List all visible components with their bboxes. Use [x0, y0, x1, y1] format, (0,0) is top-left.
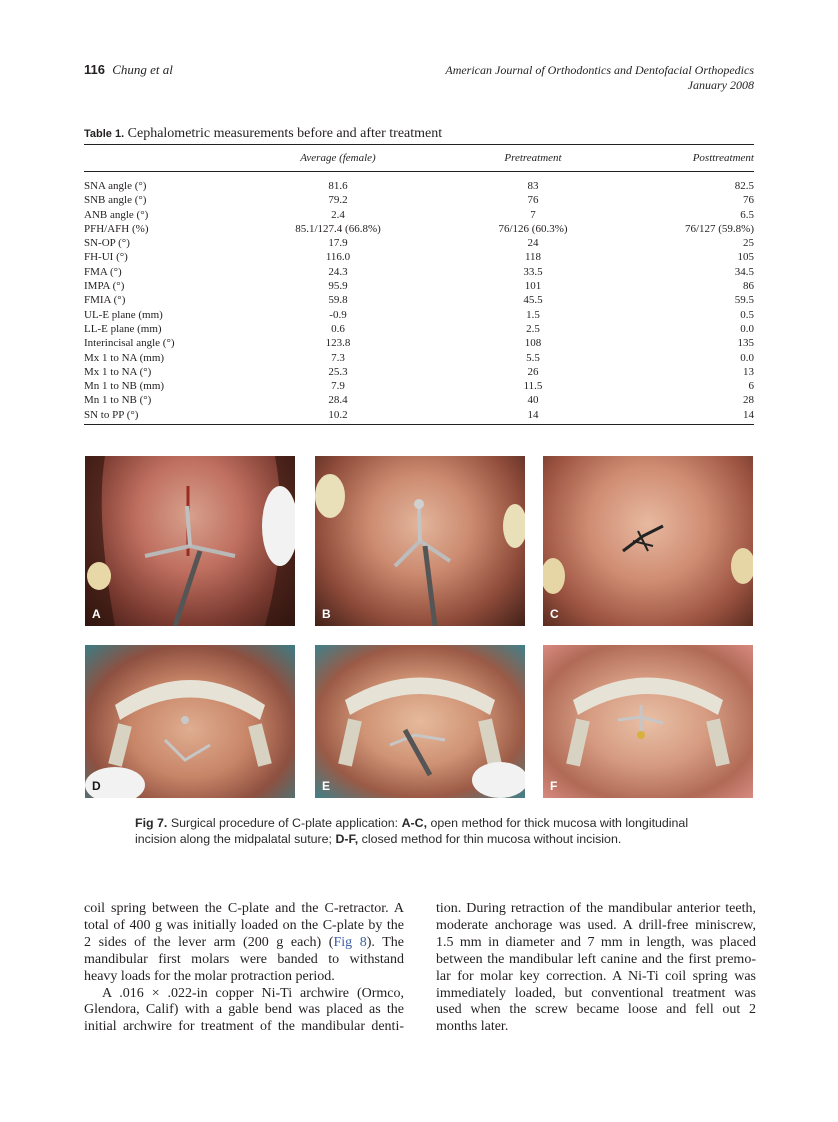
figure-panel-b — [315, 456, 525, 626]
measurement-name: FH-UI (°) — [84, 251, 128, 264]
caption-intro: Surgical procedure of C-plate application: — [170, 816, 399, 830]
average-value: 81.6 — [328, 180, 348, 192]
figure-reference-link[interactable]: Fig 8 — [333, 934, 367, 950]
c-plate-photo-e — [315, 645, 525, 798]
average-value: 0.6 — [331, 322, 345, 335]
body-line: lar for molar key correction. A Ni-Ti coil spring was — [436, 968, 756, 984]
average-value: 2.4 — [331, 208, 345, 221]
posttreatment-value: 135 — [737, 337, 754, 350]
body-line: between the mandibular left canine and the first premo- — [436, 951, 756, 967]
pretreatment-value: 2.5 — [526, 322, 540, 335]
table-label: Table 1. — [84, 128, 125, 140]
pretreatment-value: 40 — [527, 394, 539, 407]
c-plate-photo-a — [85, 456, 295, 626]
average-value: 79.2 — [328, 194, 348, 207]
pretreatment-value: 101 — [524, 280, 542, 293]
measurement-name: SNA angle (°) — [84, 180, 147, 192]
average-value: 85.1/127.4 (66.8%) — [295, 222, 381, 235]
figure-panel-a — [85, 456, 295, 626]
running-header-left — [84, 62, 173, 78]
measurement-name: FMIA (°) — [84, 294, 126, 307]
average-value: 95.9 — [328, 280, 348, 293]
pretreatment-value: 14 — [527, 408, 539, 421]
running-authors: Chung et al — [112, 62, 173, 77]
average-value: 25.3 — [328, 365, 348, 378]
body-line: total of 400 g was initially loaded on the C-plate by the — [84, 917, 404, 933]
measurement-name: IMPA (°) — [84, 280, 125, 293]
table-column-pretreatment — [428, 179, 638, 422]
column-header-pretreatment: Pretreatment — [504, 152, 562, 164]
body-column-right — [436, 901, 756, 1036]
figure-label: Fig 7. — [135, 816, 168, 830]
posttreatment-value: 86 — [743, 280, 754, 293]
pretreatment-value: 1.5 — [526, 308, 540, 321]
average-value: 7.3 — [331, 351, 345, 364]
measurement-name: PFH/AFH (%) — [84, 222, 149, 235]
measurement-name: LL-E plane (mm) — [84, 322, 162, 335]
running-header-right — [445, 63, 754, 93]
posttreatment-value: 0.5 — [740, 308, 754, 321]
posttreatment-value: 82.5 — [734, 180, 754, 192]
body-line: coil spring between the C-plate and the C-retractor. A — [84, 901, 404, 916]
c-plate-photo-f — [543, 645, 753, 798]
pretreatment-value: 83 — [527, 180, 539, 192]
c-plate-photo-b — [315, 456, 525, 626]
posttreatment-value: 6.5 — [740, 208, 754, 221]
table-bottom-rule — [84, 424, 754, 425]
caption-part1-text: open method for thick mucosa with longitudinal incision along the midpalatal suture; — [135, 816, 689, 846]
panel-label-d: D — [92, 779, 101, 793]
table-column-measurement — [84, 179, 175, 422]
caption-part1-label: A-C, — [401, 816, 428, 830]
measurement-name: ANB angle (°) — [84, 208, 149, 221]
average-value: 17.9 — [328, 237, 348, 250]
body-column-left — [84, 901, 404, 1036]
caption-part2-text: closed method for thin mucosa without incision. — [361, 832, 622, 846]
body-line: heavy loads for the molar protraction period. — [84, 968, 335, 984]
pretreatment-value: 26 — [527, 365, 539, 378]
c-plate-photo-c — [543, 456, 753, 626]
body-line: Glendora, Calif) with a gable bend was placed as the — [84, 1002, 404, 1018]
column-header-posttreatment: Posttreatment — [692, 152, 754, 164]
average-value: 123.8 — [325, 337, 351, 350]
pretreatment-value: 118 — [524, 251, 542, 264]
panel-label-b: B — [322, 607, 331, 621]
posttreatment-value: 0.0 — [740, 322, 754, 335]
average-value: 24.3 — [328, 265, 348, 278]
table-title — [84, 126, 442, 142]
posttreatment-value: 34.5 — [734, 265, 754, 278]
posttreatment-value: 0.0 — [740, 351, 754, 364]
pretreatment-value: 76 — [527, 194, 539, 207]
table-column-average — [253, 179, 423, 422]
panel-label-f: F — [550, 779, 558, 793]
page-number: 116 — [84, 62, 105, 77]
pretreatment-value: 45.5 — [523, 294, 543, 307]
posttreatment-value: 76 — [743, 194, 754, 207]
measurement-name: SN to PP (°) — [84, 408, 139, 421]
posttreatment-value: 105 — [737, 251, 754, 264]
body-line: moderate anchorage was used. A drill-free miniscrew, — [436, 917, 756, 933]
measurement-name: Mx 1 to NA (°) — [84, 365, 152, 378]
body-line: mandibular first molars were banded to withstand — [84, 951, 404, 967]
measurement-name: Mn 1 to NB (mm) — [84, 380, 165, 393]
measurement-name: FMA (°) — [84, 265, 122, 278]
posttreatment-value: 14 — [743, 408, 754, 421]
pretreatment-value: 5.5 — [526, 351, 540, 364]
figure-panel-d — [85, 645, 295, 798]
panel-label-c: C — [550, 607, 559, 621]
figure-caption — [135, 815, 725, 847]
issue-date: January 2008 — [687, 78, 754, 92]
body-line: initial archwire for treatment of the mandibular denti- — [84, 1019, 404, 1035]
body-line: 1.5 mm in diameter and 7 mm in length, was placed — [436, 934, 756, 950]
body-line: tion. During retraction of the mandibular anterior teeth, — [436, 901, 756, 916]
posttreatment-value: 76/127 (59.8%) — [684, 222, 754, 235]
posttreatment-value: 59.5 — [734, 294, 754, 307]
measurement-name: SN-OP (°) — [84, 237, 130, 250]
average-value: 116.0 — [325, 251, 351, 264]
average-value: 28.4 — [328, 394, 348, 407]
body-line: immediately loaded, but conventional treatment was — [436, 985, 756, 1001]
table-top-rule — [84, 144, 754, 145]
panel-label-e: E — [322, 779, 331, 793]
average-value: 59.8 — [328, 294, 348, 307]
c-plate-photo-d — [85, 645, 295, 798]
column-header-average: Average (female) — [300, 152, 376, 164]
measurement-name: Interincisal angle (°) — [84, 337, 175, 350]
pretreatment-value: 76/126 (60.3%) — [498, 222, 568, 235]
body-line-with-ref: 2 sides of the lever arm (200 g each) (Fig 8). The — [84, 934, 404, 950]
figure-panel-e — [315, 645, 525, 798]
table-caption: Cephalometric measurements before and after treatment — [127, 126, 443, 141]
figure-panel-f — [543, 645, 753, 798]
body-line: months later. — [436, 1019, 509, 1035]
measurement-name: UL-E plane (mm) — [84, 308, 163, 321]
average-value: 7.9 — [331, 380, 345, 393]
posttreatment-value: 13 — [743, 365, 754, 378]
average-value: -0.9 — [329, 308, 347, 321]
body-line: A .016 × .022-in copper Ni-Ti archwire (Ormco, — [102, 985, 404, 1001]
measurement-name: Mx 1 to NA (mm) — [84, 351, 165, 364]
caption-part2-label: D-F, — [335, 832, 359, 846]
pretreatment-value: 24 — [527, 237, 539, 250]
average-value: 10.2 — [328, 408, 348, 421]
pretreatment-value: 11.5 — [523, 380, 543, 393]
journal-name: American Journal of Orthodontics and Dentofacial Orthopedics — [445, 63, 754, 77]
posttreatment-value: 6 — [748, 380, 754, 393]
table-column-posttreatment — [640, 179, 754, 422]
pretreatment-value: 108 — [524, 337, 542, 350]
posttreatment-value: 28 — [743, 394, 754, 407]
measurement-name: SNB angle (°) — [84, 194, 147, 207]
table-header-rule — [84, 171, 754, 172]
measurement-name: Mn 1 to NB (°) — [84, 394, 152, 407]
figure-panel-c — [543, 456, 753, 626]
body-line: used when the screw became loose and fell out 2 — [436, 1002, 756, 1018]
posttreatment-value: 25 — [743, 237, 754, 250]
pretreatment-value: 7 — [530, 208, 536, 221]
panel-label-a: A — [92, 607, 101, 621]
pretreatment-value: 33.5 — [523, 265, 543, 278]
